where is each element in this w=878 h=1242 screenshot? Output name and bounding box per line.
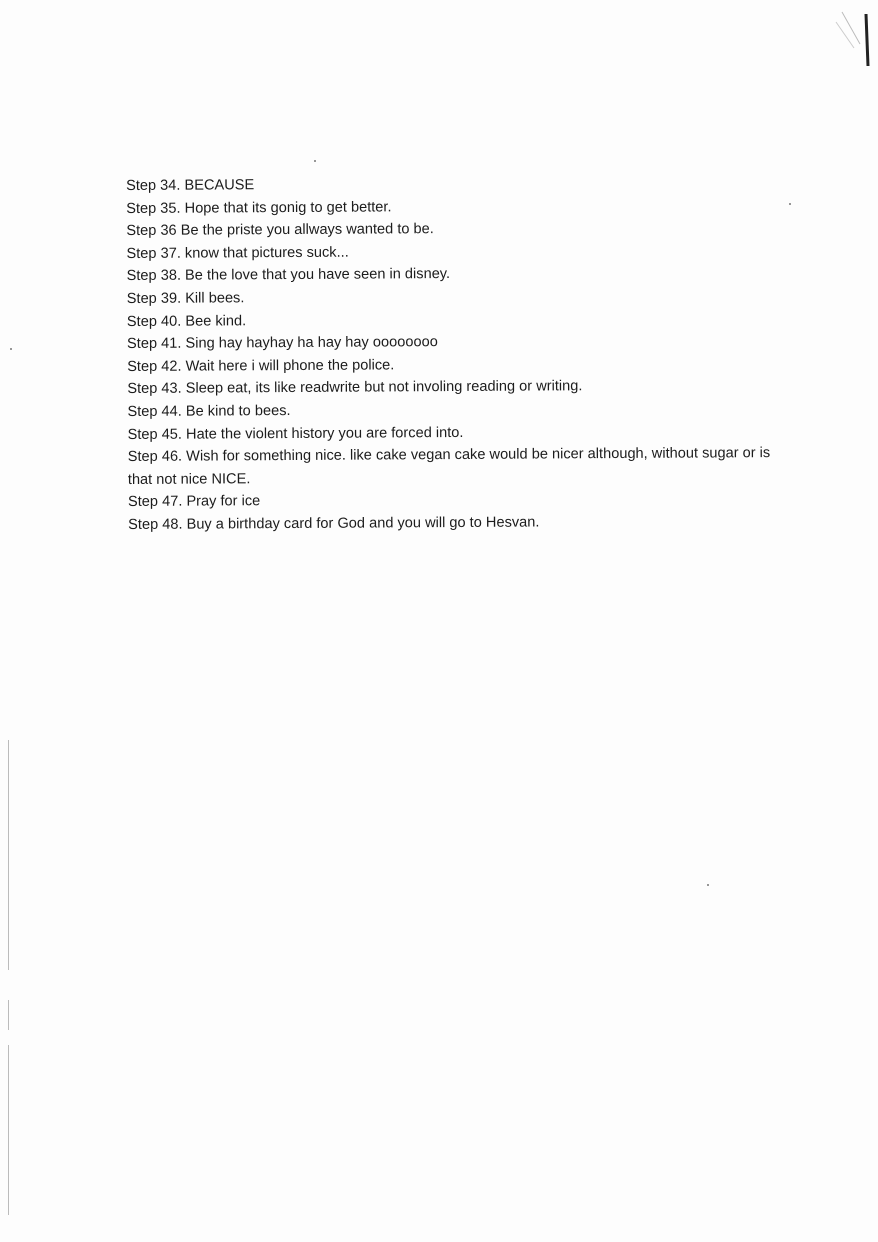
step-item: Step 47. Pray for ice xyxy=(127,493,261,511)
step-item: Step 48. Buy a birthday card for God and you will go to Hesvan. xyxy=(128,514,540,533)
scan-corner-mark xyxy=(832,8,872,68)
scan-speck xyxy=(789,203,791,205)
step-item: Step 34. BECAUSE xyxy=(126,177,255,194)
scan-speck xyxy=(314,160,316,162)
scan-edge-line xyxy=(8,1045,9,1215)
step-item: Step 39. Kill bees. xyxy=(126,290,245,307)
scan-speck xyxy=(10,348,12,350)
step-item: Step 41. Sing hay hayhay ha hay hay oooooooo xyxy=(126,334,438,353)
step-item: Step 46. Wish for something nice. like cake vegan cake would be nicer although, without sugar or is that not nice NICE. xyxy=(127,445,771,488)
step-item: Step 42. Wait here i will phone the police. xyxy=(127,357,395,375)
step-item: Step 43. Sleep eat, its like readwrite but not involing reading or writing. xyxy=(127,378,583,398)
step-item: Step 35. Hope that its gonig to get better. xyxy=(126,198,392,217)
step-item: Step 36 Be the priste you allways wanted to be. xyxy=(126,221,434,240)
step-item: Step 44. Be kind to bees. xyxy=(127,402,291,420)
scan-edge-line xyxy=(8,740,9,970)
scan-edge-line xyxy=(8,1000,9,1030)
step-item: Step 37. know that pictures suck... xyxy=(126,244,349,262)
step-item: Step 40. Bee kind. xyxy=(126,312,247,330)
step-item: Step 38. Be the love that you have seen in disney. xyxy=(126,266,451,285)
step-list xyxy=(126,171,788,537)
step-item: Step 45. Hate the violent history you are forced into. xyxy=(127,424,464,443)
scan-speck xyxy=(707,884,709,886)
